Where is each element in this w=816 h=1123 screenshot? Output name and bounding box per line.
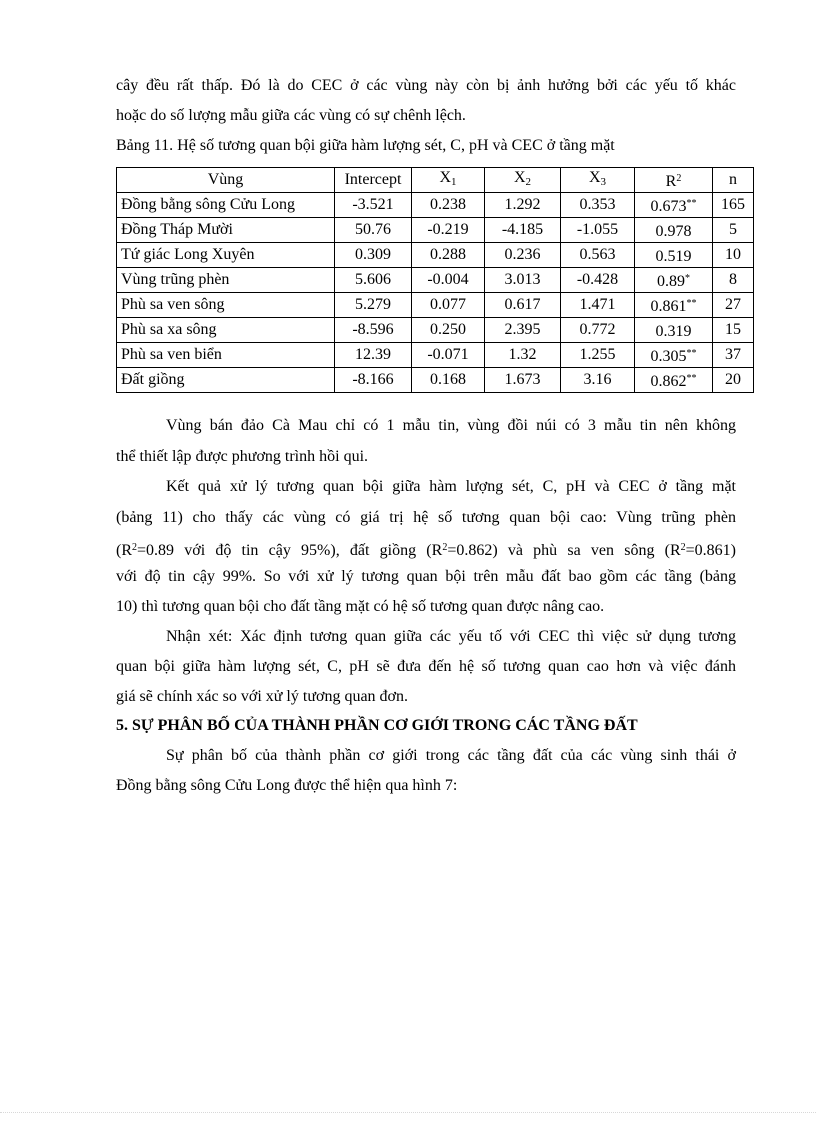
cell-n: 165 bbox=[713, 193, 754, 218]
paragraph-line: 10) thì tương quan bội cho đất tầng mặt có hệ số tương quan được nâng cao. bbox=[116, 598, 605, 615]
cell-r2: 0.89* bbox=[635, 268, 713, 293]
correlation-table bbox=[116, 167, 754, 393]
paragraph-line: thể thiết lập được phương trình hồi qui. bbox=[116, 448, 369, 465]
cell-r2: 0.673** bbox=[635, 193, 713, 218]
cell-n: 20 bbox=[713, 368, 754, 393]
cell-x3: 0.353 bbox=[561, 193, 635, 218]
table-row bbox=[117, 193, 754, 218]
header-x2: $X_2$ bbox=[485, 168, 561, 193]
cell-x2: 1.673 bbox=[485, 368, 561, 393]
paragraph-line: Kết quả xử lý tương quan bội giữa hàm lượng sét, C, pH và CEC ở tầng mặt bbox=[166, 478, 736, 495]
table-row bbox=[117, 218, 754, 243]
page-bottom-border bbox=[0, 1112, 816, 1113]
cell-region: Phù sa xa sông bbox=[117, 318, 335, 343]
cell-x1: -0.004 bbox=[412, 268, 485, 293]
cell-n: 27 bbox=[713, 293, 754, 318]
cell-x1: 0.238 bbox=[412, 193, 485, 218]
header-r2: $R^2$ bbox=[635, 168, 713, 193]
cell-x1: -0.071 bbox=[412, 343, 485, 368]
table-row bbox=[117, 368, 754, 393]
cell-x2: 0.236 bbox=[485, 243, 561, 268]
cell-intercept: 5.279 bbox=[335, 293, 412, 318]
cell-region: Đồng bằng sông Cửu Long bbox=[117, 193, 335, 218]
cell-region: Đồng Tháp Mười bbox=[117, 218, 335, 243]
paragraph-line: quan bội giữa hàm lượng sét, C, pH sẽ đưa đến hệ số tương quan cao hơn và việc đánh bbox=[116, 658, 736, 675]
table-caption: Bảng 11. Hệ số tương quan bội giữa hàm lượng sét, C, pH và CEC ở tầng mặt bbox=[116, 137, 615, 154]
paragraph-line: Sự phân bố của thành phần cơ giới trong các tầng đất của các vùng sinh thái ở bbox=[166, 747, 736, 764]
table-row bbox=[117, 318, 754, 343]
cell-intercept: 0.309 bbox=[335, 243, 412, 268]
paragraph-line: cây đều rất thấp. Đó là do CEC ở các vùng này còn bị ảnh hưởng bởi các yếu tố khác bbox=[116, 77, 736, 94]
table-row bbox=[117, 343, 754, 368]
paragraph-line: hoặc do số lượng mẫu giữa các vùng có sự chênh lệch. bbox=[116, 107, 466, 124]
cell-intercept: -8.166 bbox=[335, 368, 412, 393]
cell-intercept: -3.521 bbox=[335, 193, 412, 218]
cell-r2: 0.861** bbox=[635, 293, 713, 318]
cell-n: 5 bbox=[713, 218, 754, 243]
cell-x3: 1.255 bbox=[561, 343, 635, 368]
cell-intercept: 5.606 bbox=[335, 268, 412, 293]
cell-intercept: 12.39 bbox=[335, 343, 412, 368]
cell-region: Vùng trũng phèn bbox=[117, 268, 335, 293]
cell-x1: 0.168 bbox=[412, 368, 485, 393]
header-n: n bbox=[713, 168, 754, 193]
cell-x1: 0.288 bbox=[412, 243, 485, 268]
cell-region: Tứ giác Long Xuyên bbox=[117, 243, 335, 268]
cell-x2: 0.617 bbox=[485, 293, 561, 318]
header-region: Vùng bbox=[117, 168, 335, 193]
cell-n: 15 bbox=[713, 318, 754, 343]
cell-r2: 0.862** bbox=[635, 368, 713, 393]
table-row bbox=[117, 293, 754, 318]
header-intercept: Intercept bbox=[335, 168, 412, 193]
cell-x1: 0.250 bbox=[412, 318, 485, 343]
paragraph-line: với độ tin cậy 99%. So với xử lý tương quan bội trên mẫu đất bao gồm các tầng (bảng bbox=[116, 568, 736, 585]
cell-x2: 1.292 bbox=[485, 193, 561, 218]
cell-region: Phù sa ven biển bbox=[117, 343, 335, 368]
cell-x2: -4.185 bbox=[485, 218, 561, 243]
header-x1: $X_1$ bbox=[412, 168, 485, 193]
cell-x3: 3.16 bbox=[561, 368, 635, 393]
table-row bbox=[117, 268, 754, 293]
cell-region: Đất giồng bbox=[117, 368, 335, 393]
cell-n: 37 bbox=[713, 343, 754, 368]
paragraph-line: (bảng 11) cho thấy các vùng có giá trị hệ số tương quan bội cao: Vùng trũng phèn bbox=[116, 509, 736, 526]
cell-x2: 1.32 bbox=[485, 343, 561, 368]
paragraph-line-with-r2: ($R^2=0.89$ với độ tin cậy 95%), đất giồng $(R^2=0.862)$ và phù sa ven sông $(R^2=0.861)$ bbox=[116, 542, 737, 559]
cell-x2: 2.395 bbox=[485, 318, 561, 343]
cell-n: 8 bbox=[713, 268, 754, 293]
cell-n: 10 bbox=[713, 243, 754, 268]
paragraph-line: giá sẽ chính xác so với xử lý tương quan đơn. bbox=[116, 688, 409, 705]
table-row bbox=[117, 243, 754, 268]
cell-r2: 0.978 bbox=[635, 218, 713, 243]
cell-r2: 0.319 bbox=[635, 318, 713, 343]
cell-x2: 3.013 bbox=[485, 268, 561, 293]
cell-r2: 0.519 bbox=[635, 243, 713, 268]
cell-x3: -1.055 bbox=[561, 218, 635, 243]
cell-region: Phù sa ven sông bbox=[117, 293, 335, 318]
cell-x3: 0.772 bbox=[561, 318, 635, 343]
cell-intercept: 50.76 bbox=[335, 218, 412, 243]
cell-intercept: -8.596 bbox=[335, 318, 412, 343]
cell-x1: 0.077 bbox=[412, 293, 485, 318]
cell-r2: 0.305** bbox=[635, 343, 713, 368]
cell-x1: -0.219 bbox=[412, 218, 485, 243]
paragraph-line: Vùng bán đảo Cà Mau chỉ có 1 mẫu tin, vùng đồi núi có 3 mẫu tin nên không bbox=[166, 417, 736, 434]
cell-x3: 0.563 bbox=[561, 243, 635, 268]
table-header-row bbox=[117, 168, 754, 193]
header-x3: $X_3$ bbox=[561, 168, 635, 193]
cell-x3: 1.471 bbox=[561, 293, 635, 318]
cell-x3: -0.428 bbox=[561, 268, 635, 293]
paragraph-line: Đồng bằng sông Cửu Long được thể hiện qua hình 7: bbox=[116, 777, 458, 794]
paragraph-line: Nhận xét: Xác định tương quan giữa các yếu tố với CEC thì việc sử dụng tương bbox=[166, 628, 736, 645]
section-heading: 5. SỰ PHÂN BỐ CỦA THÀNH PHẦN CƠ GIỚI TRONG CÁC TẦNG ĐẤT bbox=[116, 717, 638, 734]
